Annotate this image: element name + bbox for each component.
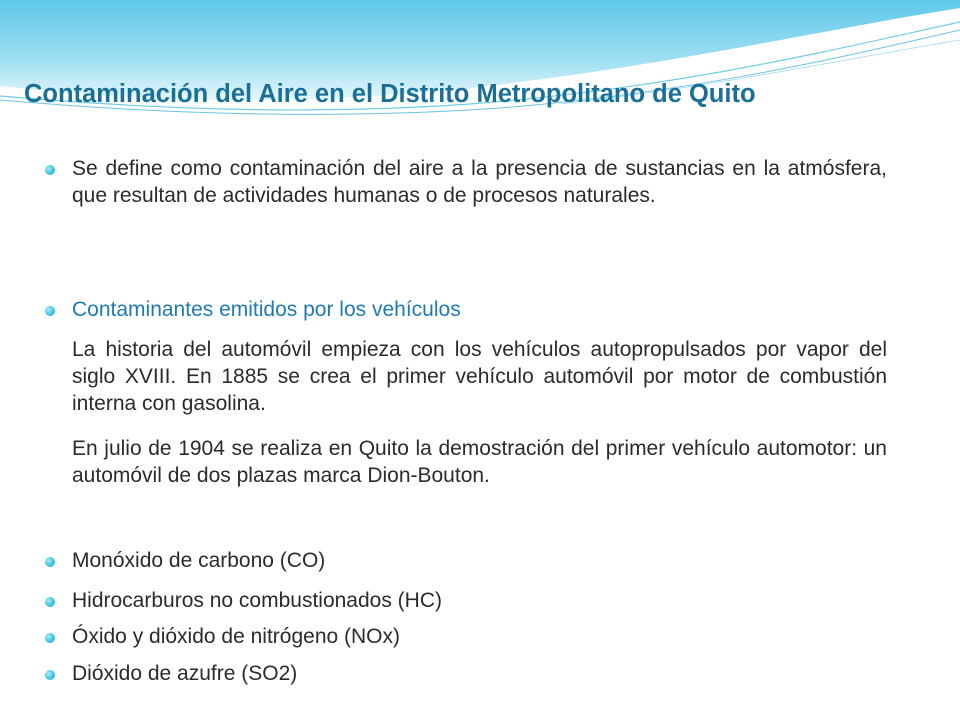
slide-title: Contaminación del Aire en el Distrito Metropolitano de Quito <box>24 80 756 108</box>
bullet-icon <box>45 633 55 643</box>
bullet-icon <box>45 670 55 680</box>
quito-paragraph-text: En julio de 1904 se realiza en Quito la demostración del primer vehículo automotor: un automóvil de dos plazas marca Dion-Bouton. <box>72 437 887 487</box>
pollutant-item: Óxido y dióxido de nitrógeno (NOx) <box>72 625 400 648</box>
bullet-icon <box>45 165 55 175</box>
bullet-icon <box>45 306 55 316</box>
history-paragraph: La historia del automóvil empieza con los vehículos autopropulsados por vapor del siglo XVIII. En 1885 se crea el primer vehículo automóvil por motor de combustión interna con gasolina. <box>72 338 887 415</box>
vehicles-heading: Contaminantes emitidos por los vehículos <box>72 298 461 321</box>
pollutant-item: Hidrocarburos no combustionados (HC) <box>72 589 442 612</box>
pollutant-item: Monóxido de carbono (CO) <box>72 549 326 572</box>
pollutant-item: Dióxido de azufre (SO2) <box>72 662 298 685</box>
bullet-icon <box>45 597 55 607</box>
bullet-icon <box>45 557 55 567</box>
quito-paragraph <box>72 435 887 489</box>
definition-text: Se define como contaminación del aire a la presencia de sustancias en la atmósfera, que resultan de actividades humanas o de procesos naturales. <box>72 157 887 207</box>
